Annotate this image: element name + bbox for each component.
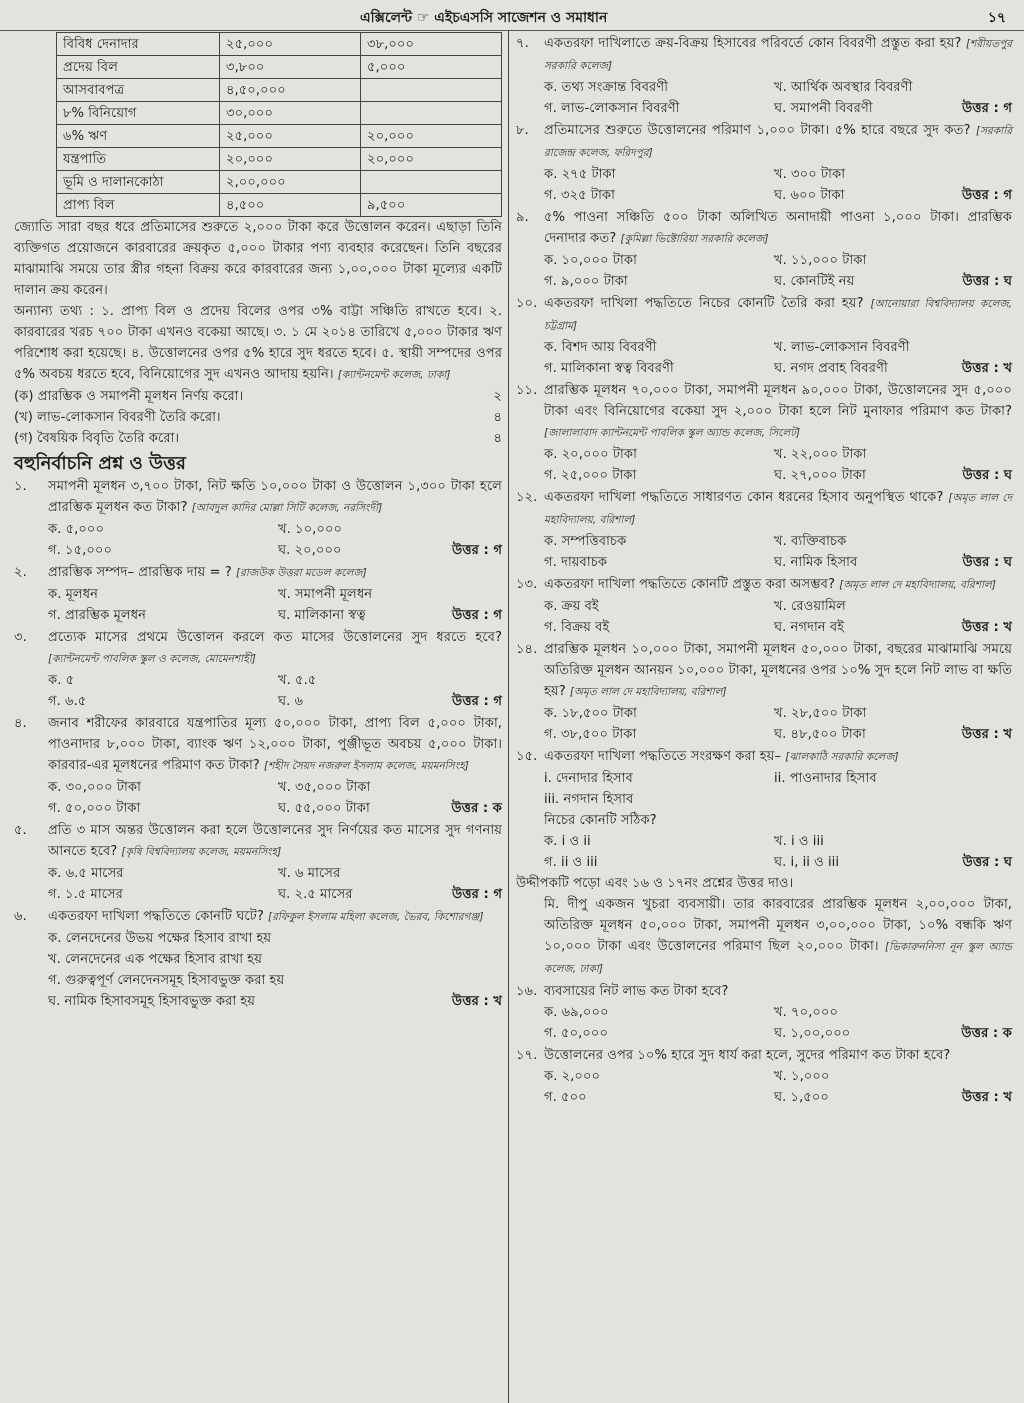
answer: উত্তর : ঘ [962, 468, 1012, 483]
option-row [516, 465, 1012, 486]
option-row [516, 185, 1012, 206]
option-row [14, 884, 502, 905]
question-stem [516, 1045, 1012, 1066]
option: ক. i ও ii [544, 834, 591, 849]
option-row [516, 337, 1012, 358]
question-number: ১৪. [516, 642, 538, 657]
statement-list [516, 768, 1012, 831]
option: ক. ৫ [48, 673, 75, 688]
question-source: [অমৃত লাল দে মহাবিদ্যালয়, বরিশাল] [839, 579, 996, 591]
option: গ. ii ও iii [544, 855, 598, 870]
table-cell: ২০,০০০ [361, 148, 502, 171]
question-text: প্রত্যেক মাসের প্রথমে উত্তোলন করলে কত মাসের উত্তোলনের সুদ ধরতে হবে? [ক্যান্টনমেন্ট পাবলিক স্কুল ও কলেজ, মোমেনশাহী] [48, 630, 502, 665]
question-source: [আনোয়ারা বিশ্ববিদ্যালয় কলেজ, চট্টগ্রাম] [544, 298, 1012, 332]
mcq-question [516, 981, 1012, 1044]
question-stem [516, 120, 1012, 164]
question-number: ৭. [516, 36, 529, 51]
option: খ. রেওয়ামিল [774, 599, 846, 614]
option: খ. ১,০০০ [774, 1069, 830, 1084]
statement-item: ii. পাওনাদার হিসাব [774, 771, 877, 786]
option-line: গ. গুরুত্বপূর্ণ লেনদেনসমূহ হিসাবভুক্ত করা হয় [48, 973, 285, 988]
option-row [516, 852, 1012, 873]
option-row [516, 724, 1012, 745]
option: ঘ. নগদান বই [774, 620, 845, 635]
column-divider [508, 30, 509, 1403]
answer: উত্তর : গ [961, 101, 1012, 116]
option: ক. তথ্য সংক্রান্ত বিবরণী [544, 80, 669, 95]
other-info-text: অন্যান্য তথ্য : ১. প্রাপ্য বিল ও প্রদেয় বিলের ওপর ৩% বাট্টা সঞ্চিতি রাখতে হবে। ২. কারবারের খরচ ৭০০ টাকা এখনও বকেয়া আছে। ৩. ১ মে ২০১৪ তারিখে ৫,০০০ টাকার ঋণ পরিশোধ করা হয়েছে। ৪. উত্তোলনের ওপর ৫% হারে সুদ ধরতে হবে। ৫. স্থায়ী সম্পদের ওপর ৫% অবচয় ধরতে হবে, বিনিয়োগের সুদ এখনও আদায় হয়নি। [14, 304, 502, 382]
option-row [516, 271, 1012, 292]
option: ক. ৬৯,০০০ [544, 1005, 609, 1020]
option: ঘ. সমাপনী বিবরণী [774, 101, 873, 116]
question-number: ১৩. [516, 577, 538, 592]
question-stem [516, 574, 1012, 596]
mcq-question [516, 120, 1012, 206]
option: খ. আর্থিক অবস্থার বিবরণী [774, 80, 913, 95]
option: খ. ২৮,৫০০ টাকা [774, 706, 867, 721]
option-row [516, 358, 1012, 379]
other-info-source: [ক্যান্টনমেন্ট কলেজ, ঢাকা] [337, 369, 451, 381]
question-text: ৫% পাওনা সঞ্চিতি ৫০০ টাকা অলিখিত অনাদায়ী পাওনা ১,০০০ টাকা। প্রারম্ভিক দেনাদার কত? [কুমিল্লা ভিক্টোরিয়া সরকারি কলেজ] [544, 210, 1012, 246]
question-text: উত্তোলনের ওপর ১০% হারে সুদ ধার্য করা হলে, সুদের পরিমাণ কত টাকা হবে? [544, 1048, 951, 1063]
question-text: সমাপনী মূলধন ৩,৭০০ টাকা, নিট ক্ষতি ১০,০০০ টাকা ও উত্তোলন ১,৩০০ টাকা হলে প্রারম্ভিক মূলধন কত টাকা? [আবদুল কাদির মোল্লা সিটি কলেজ, নরসিংদী] [48, 479, 502, 515]
option: ঘ. নগদ প্রবাহ বিবরণী [774, 361, 888, 376]
mcq-right-list [516, 33, 1012, 873]
question-stem [516, 639, 1012, 703]
table-cell: ২০,০০০ [361, 125, 502, 148]
table-row [57, 79, 502, 102]
table-cell [361, 79, 502, 102]
option-row [14, 540, 502, 561]
question-number: ১১. [516, 383, 538, 398]
question-number: ১৬. [516, 984, 538, 999]
option: ক. ২৭৫ টাকা [544, 167, 616, 182]
answer: উত্তর : ঘ [962, 855, 1012, 870]
mcq-question [516, 746, 1012, 873]
option: ক. ৩০,০০০ টাকা [48, 780, 141, 795]
option-row [14, 519, 502, 540]
table-cell: ৯,৫০০ [361, 194, 502, 217]
table-cell: ৩,৮০০ [220, 56, 361, 79]
question-source: [ক্যান্টনমেন্ট পাবলিক স্কুল ও কলেজ, মোমেনশাহী] [48, 653, 256, 665]
table-cell: ভূমি ও দালানকোঠা [57, 171, 220, 194]
left-column [14, 32, 502, 1012]
question-stem [14, 476, 502, 519]
answer: উত্তর : খ [961, 620, 1012, 635]
stem-paragraph: জ্যোতি সারা বছর ধরে প্রতিমাসের শুরুতে ২,০০০ টাকা করে উত্তোলন করেন। এছাড়া তিনি ব্যক্তিগত প্রয়োজনে কারবারের ক্রয়কৃত ৫,০০০ টাকার পণ্য ব্যবহার করেছেন। তিনি বছরের মাঝামাঝি সময়ে তার স্ত্রীর গহনা বিক্রয় করে কারবারের জন্য ১,০০,০০০ টাকা মূল্যের একটি দালান ক্রয় করেন। [14, 220, 502, 298]
option: ঘ. ৫৫,০০০ টাকা [278, 801, 370, 816]
option: গ. ৩৮,৫০০ টাকা [544, 727, 637, 742]
table-row [57, 33, 502, 56]
answer: উত্তর : গ [961, 188, 1012, 203]
answer: উত্তর : খ [451, 994, 502, 1009]
mcq-question [14, 562, 502, 626]
question-stem [516, 487, 1012, 531]
answer: উত্তর : গ [451, 608, 502, 623]
stem2-body: মি. দীপু একজন খুচরা ব্যবসায়ী। তার কারবারের প্রারম্ভিক মূলধন ২,০০,০০০ টাকা, অতিরিক্ত মূলধন ৫০,০০০ টাকা, সমাপনী মূলধন ৩,০০,০০০ টাকা, ১০% বন্ধকি ঋণ ১০,০০০ টাকা এবং উত্তোলনের পরিমাণ ছিল ২০,০০০ টাকা। [544, 897, 1012, 954]
option: ক. সম্পত্তিবাচক [544, 534, 627, 549]
option: খ. ব্যক্তিবাচক [774, 534, 847, 549]
question-source: [আবদুল কাদির মোল্লা সিটি কলেজ, নরসিংদী] [191, 502, 383, 514]
question-text: একতরফা দাখিলা পদ্ধতিতে কোনটি ঘটে? [রফিকুল ইসলাম মহিলা কলেজ, ভৈরব, কিশোরগঞ্জ] [48, 909, 484, 924]
option: ঘ. মালিকানা স্বত্ব [278, 608, 366, 623]
option: গ. ৫০,০০০ টাকা [48, 801, 141, 816]
option: গ. ৫০০ [544, 1090, 587, 1105]
table-cell: ৮% বিনিয়োগ [57, 102, 220, 125]
table-cell [361, 171, 502, 194]
question-text: প্রতি ৩ মাস অন্তর উত্তোলন করা হলে উত্তোলনের সুদ নির্ণয়ের কত মাসের সুদ গণনায় আনতে হবে? [কৃষি বিশ্ববিদ্যালয় কলেজ, ময়মনসিংহ] [48, 823, 502, 859]
option: ঘ. ১,০০,০০০ [774, 1026, 851, 1041]
option-row [14, 798, 502, 819]
creative-q-ka: (ক) প্রারম্ভিক ও সমাপনী মূলধন নির্ণয় করো। ২ [14, 389, 502, 404]
question-source: [কৃষি বিশ্ববিদ্যালয় কলেজ, ময়মনসিংহ] [121, 846, 282, 858]
option-row [516, 444, 1012, 465]
stem2-source: [ভিকারুননিসা নূন স্কুল অ্যান্ড কলেজ, ঢাকা] [544, 941, 1012, 975]
option: গ. লাভ-লোকসান বিবরণী [544, 101, 680, 116]
table-cell: প্রদেয় বিল [57, 56, 220, 79]
question-number: ৪. [14, 716, 27, 731]
option-line [14, 991, 502, 1012]
option-row [516, 77, 1012, 98]
mcq-question [14, 627, 502, 712]
mcq-question [516, 639, 1012, 745]
option: গ. মালিকানা স্বত্ব বিবরণী [544, 361, 674, 376]
question-stem [516, 981, 1012, 1002]
answer: উত্তর : খ [961, 1090, 1012, 1105]
option-row [516, 596, 1012, 617]
option: খ. ৭০,০০০ [774, 1005, 839, 1020]
question-source: [রফিকুল ইসলাম মহিলা কলেজ, ভৈরব, কিশোরগঞ্জ] [268, 911, 484, 923]
option: ঘ. ২০,০০০ [278, 543, 342, 558]
question-source: [শহীদ সৈয়দ নজরুল ইসলাম কলেজ, ময়মনসিংহ] [263, 760, 469, 772]
option: খ. ২২,০০০ টাকা [774, 447, 867, 462]
option-row [14, 670, 502, 691]
table-cell: ২৫,০০০ [220, 125, 361, 148]
option: খ. i ও iii [774, 834, 824, 849]
question-text: একতরফা দাখিলা পদ্ধতিতে নিচের কোনটি তৈরি করা হয়? [আনোয়ারা বিশ্ববিদ্যালয় কলেজ, চট্টগ্রাম] [544, 296, 1012, 332]
question-stem [516, 293, 1012, 337]
question-source: [অমৃত লাল দে মহাবিদ্যালয়, বরিশাল] [544, 492, 1012, 526]
answer: উত্তর : ঘ [962, 555, 1012, 570]
option-row [516, 1087, 1012, 1108]
mcq-question [14, 906, 502, 1012]
creative-q-ga: (গ) বৈষয়িক বিবৃতি তৈরি করো। ৪ [14, 431, 502, 446]
statement-row [544, 768, 1012, 789]
option-row [516, 831, 1012, 852]
option: খ. ১০,০০০ [278, 522, 343, 537]
table-cell: ৪,৫০,০০০ [220, 79, 361, 102]
option: ঘ. ৬ [278, 694, 304, 709]
question-source: [কুমিল্লা ভিক্টোরিয়া সরকারি কলেজ] [620, 233, 769, 245]
page-header [0, 0, 1024, 31]
question-text: প্রারম্ভিক মূলধন ১০,০০০ টাকা, সমাপনী মূলধন ৫০,০০০ টাকা, বছরের মাঝামাঝি সময়ে অতিরিক্ত মূলধন আনয়ন ১০,০০০ টাকা, মূলধনের ওপর ১০% সুদ হলে নিট লাভ বা ক্ষতি হয়? [অমৃত লাল দে মহাবিদ্যালয়, বরিশাল] [544, 642, 1012, 699]
option: গ. ২৫,০০০ টাকা [544, 468, 637, 483]
mcq-question [516, 380, 1012, 486]
answer: উত্তর : ক [961, 1026, 1012, 1041]
option: খ. ৬ মাসের [278, 866, 341, 881]
option: গ. ১.৫ মাসের [48, 887, 123, 902]
question-text: একতরফা দাখিলা পদ্ধতিতে সংরক্ষণ করা হয়– [ঝালকাঠি সরকারি কলেজ] [544, 749, 899, 764]
option: ঘ. নামিক হিসাব [774, 555, 858, 570]
option: ঘ. ২৭,০০০ টাকা [774, 468, 866, 483]
table-cell: ৩০,০০০ [220, 102, 361, 125]
answer: উত্তর : গ [451, 543, 502, 558]
table-row [57, 148, 502, 171]
option-row [516, 703, 1012, 724]
option: ক. মূলধন [48, 587, 99, 602]
option: গ. ১৫,০০০ [48, 543, 113, 558]
mcq-question [14, 820, 502, 905]
mcq-question [14, 713, 502, 819]
question-number: ৫. [14, 823, 27, 838]
table-row [57, 102, 502, 125]
option: খ. ৫.৫ [278, 673, 317, 688]
option-row [516, 1002, 1012, 1023]
question-stem [14, 627, 502, 670]
mcq-question [516, 207, 1012, 292]
option: গ. প্রারম্ভিক মূলধন [48, 608, 146, 623]
option: গ. ৯,০০০ টাকা [544, 274, 628, 289]
question-number: ১৭. [516, 1048, 538, 1063]
question-text: একতরফা দাখিলাতে ক্রয়-বিক্রয় হিসাবের পরিবর্তে কোন বিবরণী প্রস্তুত করা হয়? [শরীয়তপুর সরকারি কলেজ] [544, 36, 1012, 72]
question-stem [516, 207, 1012, 250]
question-number: ১. [14, 479, 27, 494]
mcq-section-title: বহুনির্বাচনি প্রশ্ন ও উত্তর [14, 453, 186, 474]
question-text: একতরফা দাখিলা পদ্ধতিতে কোনটি প্রস্তুত করা অসম্ভব? [অমৃত লাল দে মহাবিদ্যালয়, বরিশাল] [544, 577, 996, 592]
question-stem [516, 746, 1012, 768]
option: ক. ক্রয় বই [544, 599, 599, 614]
mcq-question [516, 574, 1012, 638]
answer: উত্তর : গ [451, 694, 502, 709]
stem2-text [516, 894, 1012, 980]
question-stem [14, 562, 502, 584]
answer: উত্তর : খ [961, 727, 1012, 742]
question-number: ১০. [516, 296, 538, 311]
table-cell: আসবাবপত্র [57, 79, 220, 102]
option: ঘ. ৬০০ টাকা [774, 188, 845, 203]
question-source: [ঝালকাঠি সরকারি কলেজ] [785, 751, 899, 763]
answer: উত্তর : ঘ [962, 274, 1012, 289]
right-column [516, 32, 1012, 1108]
option: ঘ. নামিক হিসাবসমূহ হিসাবভুক্ত করা হয় [48, 994, 256, 1009]
statement-item: i. দেনাদার হিসাব [544, 771, 633, 786]
table-row [57, 125, 502, 148]
option-line: খ. লেনদেনের এক পক্ষের হিসাব রাখা হয় [48, 952, 262, 967]
question-source: [রাজউক উত্তরা মডেল কলেজ] [235, 567, 367, 579]
table-cell: ৪,৫০০ [220, 194, 361, 217]
option-row [516, 531, 1012, 552]
question-stem [14, 713, 502, 777]
table-cell: প্রাপ্য বিল [57, 194, 220, 217]
creative-questions [14, 386, 502, 449]
option: খ. ১১,০০০ টাকা [774, 253, 867, 268]
question-text: জনাব শরীফের কারবারে যন্ত্রপাতির মূল্য ৫০,০০০ টাকা, প্রাপ্য বিল ৫,০০০ টাকা, পাওনাদার ৮,০০০ টাকা, ব্যাংক ঋণ ১২,০০০ টাকা, পুঞ্জীভূত অবচয় ৫,০০০ টাকা। কারবার-এর মূলধনের পরিমাণ কত টাকা? [শহীদ সৈয়দ নজরুল ইসলাম কলেজ, ময়মনসিংহ] [48, 716, 502, 773]
option: ক. ২০,০০০ টাকা [544, 447, 637, 462]
which-correct: নিচের কোনটি সঠিক? [544, 813, 657, 828]
mcq-question [516, 293, 1012, 379]
option: গ. ৫০,০০০ [544, 1026, 609, 1041]
table-row [57, 194, 502, 217]
option-row [516, 1066, 1012, 1087]
statement-item: iii. নগদান হিসাব [544, 792, 634, 807]
question-source: [শরীয়তপুর সরকারি কলেজ] [544, 38, 1012, 72]
answer: উত্তর : ক [451, 801, 502, 816]
option: ঘ. ২.৫ মাসের [278, 887, 353, 902]
option-line: ক. লেনদেনের উভয় পক্ষের হিসাব রাখা হয় [48, 931, 272, 946]
question-text: ব্যবসায়ের নিট লাভ কত টাকা হবে? [544, 984, 729, 999]
table-cell: ২,০০,০০০ [220, 171, 361, 194]
table-cell: ৬% ঋণ [57, 125, 220, 148]
option: ক. ৬.৫ মাসের [48, 866, 124, 881]
question-stem [516, 380, 1012, 444]
option: খ. ৩৫,০০০ টাকা [278, 780, 371, 795]
option: খ. লাভ-লোকসান বিবরণী [774, 340, 910, 355]
page-number: ১৭ [987, 10, 1006, 26]
option: ঘ. i, ii ও iii [774, 855, 839, 870]
option: ক. ১৮,৫০০ টাকা [544, 706, 637, 721]
option: ক. বিশদ আয় বিবরণী [544, 340, 657, 355]
option-row [14, 584, 502, 605]
option: গ. ৬.৫ [48, 694, 87, 709]
table-cell: যন্ত্রপাতি [57, 148, 220, 171]
question-number: ৮. [516, 123, 529, 138]
option-row [516, 552, 1012, 573]
mcq-question [516, 487, 1012, 573]
table-row [57, 56, 502, 79]
question-text: একতরফা দাখিলা পদ্ধতিতে সাধারণত কোন ধরনের হিসাব অনুপস্থিত থাকে? [অমৃত লাল দে মহাবিদ্যালয়, বরিশাল] [544, 490, 1012, 526]
question-number: ১২. [516, 490, 538, 505]
option-row [14, 605, 502, 626]
mcq-question [516, 33, 1012, 119]
answer: উত্তর : গ [451, 887, 502, 902]
option-row [516, 164, 1012, 185]
option: গ. ৩২৫ টাকা [544, 188, 615, 203]
question-text: প্রারম্ভিক মূলধন ৭০,০০০ টাকা, সমাপনী মূলধন ৯০,০০০ টাকা, উত্তোলনের সুদ ৫,০০০ টাকা এবং বিনিয়োগের বকেয়া সুদ ২,০০০ টাকা হলে নিট মুনাফার পরিমাণ কত টাকা? [জালালাবাদ ক্যান্টনমেন্ট পাবলিক স্কুল অ্যান্ড কলেজ, সিলেট] [544, 383, 1012, 439]
option: খ. সমাপনী মূলধন [278, 587, 373, 602]
option-row [516, 98, 1012, 119]
mcq-question [14, 476, 502, 561]
table-row [57, 171, 502, 194]
question-stem [516, 33, 1012, 77]
question-number: ২. [14, 565, 27, 580]
question-source: [সরকারি রাজেন্দ্র কলেজ, ফরিদপুর] [544, 125, 1012, 159]
option: ঘ. ১,৫০০ [774, 1090, 829, 1105]
creative-q-kha: (খ) লাভ-লোকসান বিবরণী তৈরি করো। ৪ [14, 410, 502, 425]
question-source: [অমৃত লাল দে মহাবিদ্যালয়, বরিশাল] [569, 686, 727, 698]
other-info [14, 301, 502, 386]
table-cell: ২০,০০০ [220, 148, 361, 171]
question-number: ১৫. [516, 749, 538, 764]
option: গ. দায়বাচক [544, 555, 608, 570]
question-text: প্রতিমাসের শুরুতে উত্তোলনের পরিমাণ ১,০০০ টাকা। ৫% হারে বছরে সুদ কত? [সরকারি রাজেন্দ্র কলেজ, ফরিদপুর] [544, 123, 1012, 159]
option-row [516, 1023, 1012, 1044]
option: ক. ২,০০০ [544, 1069, 601, 1084]
table-cell [361, 102, 502, 125]
question-stem [14, 906, 502, 928]
question-source: [জালালাবাদ ক্যান্টনমেন্ট পাবলিক স্কুল অ্যান্ড কলেজ, সিলেট] [544, 427, 801, 439]
question-number: ৩. [14, 630, 27, 645]
option-row [516, 250, 1012, 271]
question-text: প্রারম্ভিক সম্পদ– প্রারম্ভিক দায় = ? [রাজউক উত্তরা মডেল কলেজ] [48, 565, 367, 580]
question-number: ৯. [516, 210, 529, 225]
option: খ. ৩০০ টাকা [774, 167, 846, 182]
option-row [14, 691, 502, 712]
option: ক. ৫,০০০ [48, 522, 105, 537]
table-cell: ২৫,০০০ [220, 33, 361, 56]
table-cell: ৩৮,০০০ [361, 33, 502, 56]
option-row [14, 863, 502, 884]
mcq-right2-list [516, 981, 1012, 1108]
table-cell: ৫,০০০ [361, 56, 502, 79]
answer: উত্তর : খ [961, 361, 1012, 376]
option: ক. ১০,০০০ টাকা [544, 253, 637, 268]
stem2-intro: উদ্দীপকটি পড়ো এবং ১৬ ও ১৭নং প্রশ্নের উত্তর দাও। [516, 876, 794, 891]
balance-table [56, 32, 502, 217]
table-cell: বিবিধ দেনাদার [57, 33, 220, 56]
option-row [516, 617, 1012, 638]
question-stem [14, 820, 502, 863]
option: ঘ. কোনটিই নয় [774, 274, 855, 289]
question-number: ৬. [14, 909, 27, 924]
option: ঘ. ৪৮,৫০০ টাকা [774, 727, 866, 742]
mcq-left-list [14, 476, 502, 1012]
option-row [14, 777, 502, 798]
header-title: এক্সিলেন্ট ☞ এইচএসসি সাজেশন ও সমাধান [360, 10, 608, 26]
option: গ. বিক্রয় বই [544, 620, 610, 635]
mcq-question [516, 1045, 1012, 1108]
